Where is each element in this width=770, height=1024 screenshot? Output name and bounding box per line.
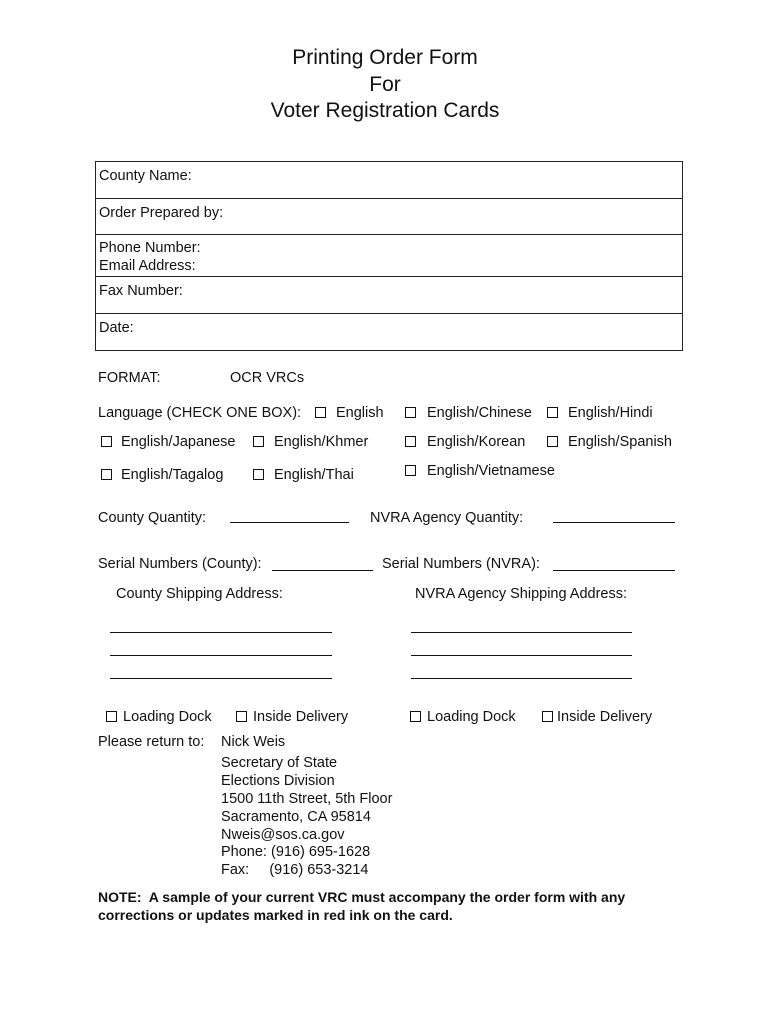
serial-county-line[interactable] — [272, 570, 373, 571]
nvra-shipping-label: NVRA Agency Shipping Address: — [415, 586, 627, 602]
serial-county-label: Serial Numbers (County): — [98, 556, 262, 572]
option-english-thai-label: English/Thai — [274, 467, 354, 483]
contact-row[interactable] — [96, 235, 682, 277]
county-loading-dock-label: Loading Dock — [123, 709, 212, 725]
nvra-address-line-3[interactable] — [411, 678, 632, 679]
checkbox-english-chinese[interactable] — [405, 407, 416, 418]
return-name: Nick Weis — [221, 734, 286, 750]
form-title-line-2: For — [369, 73, 401, 96]
county-inside-delivery-label: Inside Delivery — [253, 709, 349, 725]
option-english-hindi-label: English/Hindi — [568, 405, 653, 421]
return-label: Please return to: — [98, 734, 205, 750]
return-division: Elections Division — [221, 772, 335, 789]
fax-row[interactable] — [96, 277, 682, 314]
county-shipping-label: County Shipping Address: — [116, 586, 283, 602]
nvra-inside-delivery-label: Inside Delivery — [557, 709, 653, 725]
phone-label: Phone Number: — [99, 240, 201, 256]
checkbox-english[interactable] — [315, 407, 326, 418]
checkbox-english-japanese[interactable] — [101, 436, 112, 447]
language-label: Language (CHECK ONE BOX): — [98, 405, 302, 421]
checkbox-english-vietnamese[interactable] — [405, 465, 416, 476]
return-address-block — [221, 734, 392, 880]
checkbox-nvra-loading-dock[interactable] — [410, 711, 421, 722]
nvra-quantity-line[interactable] — [553, 522, 675, 523]
return-org: Secretary of State — [221, 754, 338, 771]
form-title-line-1: Printing Order Form — [292, 46, 478, 69]
return-phone: Phone: (916) 695-1628 — [221, 844, 371, 861]
county-address-line-3[interactable] — [110, 678, 332, 679]
county-name-row[interactable] — [96, 162, 682, 199]
nvra-quantity-label: NVRA Agency Quantity: — [370, 510, 524, 526]
checkbox-english-thai[interactable] — [253, 469, 264, 480]
checkbox-nvra-inside-delivery[interactable] — [542, 711, 553, 722]
checkbox-english-korean[interactable] — [405, 436, 416, 447]
date-row[interactable] — [96, 314, 682, 350]
fax-label: Fax Number: — [99, 283, 183, 299]
checkbox-english-spanish[interactable] — [547, 436, 558, 447]
checkbox-english-khmer[interactable] — [253, 436, 264, 447]
return-street: 1500 11th Street, 5th Floor — [221, 790, 393, 807]
checkbox-english-tagalog[interactable] — [101, 469, 112, 480]
county-address-line-2[interactable] — [110, 655, 332, 656]
option-english-khmer-label: English/Khmer — [274, 434, 369, 450]
nvra-loading-dock-label: Loading Dock — [427, 709, 516, 725]
format-label: FORMAT: — [98, 370, 161, 386]
return-city: Sacramento, CA 95814 — [221, 808, 371, 825]
date-label: Date: — [99, 320, 134, 336]
county-address-line-1[interactable] — [110, 632, 332, 633]
checkbox-county-inside-delivery[interactable] — [236, 711, 247, 722]
form-title-line-3: Voter Registration Cards — [270, 99, 500, 122]
checkbox-english-hindi[interactable] — [547, 407, 558, 418]
county-name-label: County Name: — [99, 168, 192, 184]
option-english-spanish-label: English/Spanish — [568, 434, 672, 450]
nvra-address-line-1[interactable] — [411, 632, 632, 633]
serial-nvra-label: Serial Numbers (NVRA): — [382, 556, 540, 572]
option-english-label: English — [336, 405, 384, 421]
return-email: Nweis@sos.ca.gov — [221, 826, 345, 843]
county-quantity-label: County Quantity: — [98, 510, 206, 526]
prepared-by-row[interactable] — [96, 199, 682, 235]
note-line-1: NOTE: A sample of your current VRC must accompany the order form with any — [98, 889, 626, 905]
serial-nvra-line[interactable] — [553, 570, 675, 571]
format-value: OCR VRCs — [230, 370, 305, 386]
checkbox-county-loading-dock[interactable] — [106, 711, 117, 722]
nvra-address-line-2[interactable] — [411, 655, 632, 656]
info-table — [95, 161, 683, 351]
option-english-tagalog-label: English/Tagalog — [121, 467, 224, 483]
return-fax: Fax: (916) 653-3214 — [221, 862, 369, 879]
option-english-chinese-label: English/Chinese — [427, 405, 532, 421]
email-label: Email Address: — [99, 258, 196, 274]
prepared-by-label: Order Prepared by: — [99, 205, 224, 221]
county-quantity-line[interactable] — [230, 522, 349, 523]
option-english-korean-label: English/Korean — [427, 434, 526, 450]
option-english-japanese-label: English/Japanese — [121, 434, 236, 450]
option-english-vietnamese-label: English/Vietnamese — [427, 463, 555, 479]
note-line-2: corrections or updates marked in red ink on the card. — [98, 907, 453, 923]
